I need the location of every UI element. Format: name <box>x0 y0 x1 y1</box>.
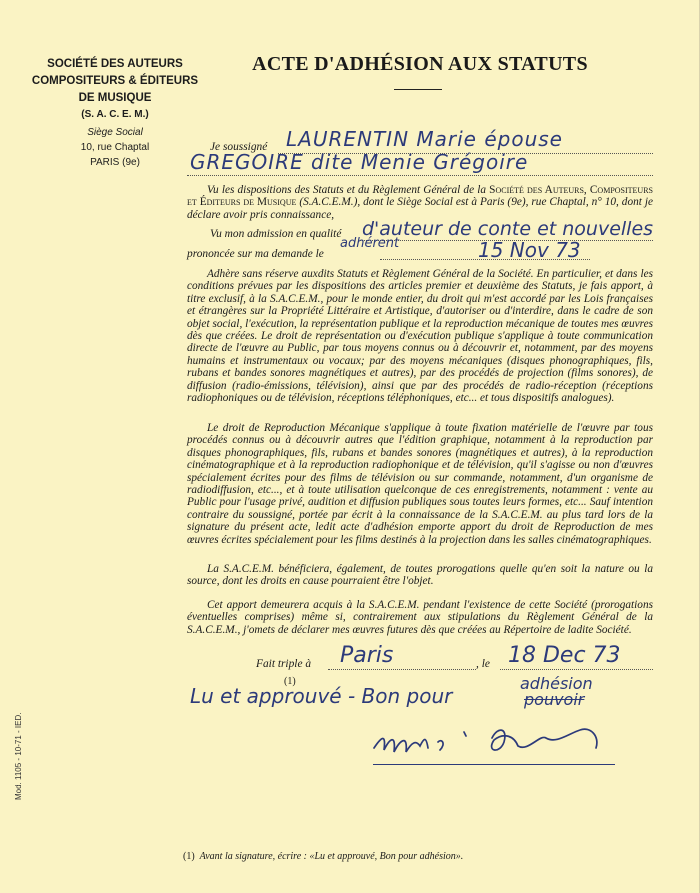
place-field-line <box>328 669 476 670</box>
paragraph-prorogations: La S.A.C.E.M. bénéficiera, également, de toutes prorogations quelle qu'en soit la nature ou la source, dont les droits en cause pourraient être l'objet. <box>187 563 653 588</box>
signature-underline <box>373 764 615 765</box>
footnote <box>183 851 463 862</box>
street-address: 10, rue Chaptal <box>80 142 150 153</box>
handwritten-date: 18 Dec 73 <box>508 643 621 668</box>
footnote-text: Avant la signature, écrire : «Lu et approuvé, Bon pour adhésion». <box>199 851 464 862</box>
pronounced-label: prononcée sur ma demande le <box>187 248 324 260</box>
statutes-society-name: Société des Auteurs, Compositeurs et Éditeurs de Musique <box>187 184 653 209</box>
undersigned-label: Je soussigné <box>210 141 268 153</box>
statutes-preamble <box>187 184 653 221</box>
head-office-label: Siège Social <box>87 127 143 138</box>
handwritten-approval-word: adhésion <box>520 674 593 693</box>
handwritten-name-line-2: GREGOIRE dite Menie Grégoire <box>190 150 529 174</box>
signature-footnote-marker: (1) <box>284 676 296 687</box>
paragraph-adhesion: Adhère sans réserve auxdits Statuts et Règlement Général de la Société. En particulier, et dans les conditions prévues par les dispositions des articles premier et deuxième des Statuts, je fais apport, à titre exclusif, à la S.A.C.E.M., pour le monde entier, du droit qui m'est accordé par les Lois françaises et étrangères sur la Propriété Littéraire et Artistique, d'autoriser ou d'interdire, dans le cadre de son objet social, l'exécution, la représentation publique et la reproduction mécanique de toutes mes œuvres dès que créées. Le droit de représentation ou d'exécution publique s'applique à toute communication directe de l'œuvre au Public, par tous moyens connus ou à découvrir et, notamment, par des moyens humains et instrumentaux ou vocaux; par des moyens mécaniques (disques phonographiques, fils, rubans et bandes sonores magnétiques et autres), par des procédés de projection (films sonores), de diffusion (radio-émissions, télévision), ainsi que par des procédés de radio-réception (réceptions radiophoniques ou de télévision, réceptions téléphoniques, etc... et tous dispositifs analogues). <box>187 268 653 405</box>
handwritten-admission-extra: adhérent <box>340 236 400 251</box>
admission-label: Vu mon admission en qualité <box>210 228 342 240</box>
city: PARIS (9e) <box>90 157 140 168</box>
handwritten-signature <box>368 712 618 764</box>
footnote-marker: (1) <box>183 851 195 862</box>
society-name-line-3: DE MUSIQUE <box>78 92 152 104</box>
handwritten-place: Paris <box>340 643 394 668</box>
society-address <box>30 125 200 170</box>
struck-out-word: pouvoir <box>524 690 585 709</box>
paragraph-mechanical-reproduction: Le droit de Reproduction Mécanique s'applique à toute fixation matérielle de l'œuvre par tous procédés connus ou à découvrir autres que l'édition graphique, notamment à la reproduction par disques phonographiques, fils, rubans et bandes sonores (magnétiques et autres), à la reproduction cinématographique et à la reproduction radiophonique et de télévision, qu'il s'agisse ou non d'œuvres spécialement écrites pour des films de télévision ou sur commande, notamment, d'un organisme de radiodiffusion, etc..., et à toute utilisation quelconque de ces enregistrements, notamment : vente au Public pour l'usage privé, audition et diffusion publiques sous toutes leurs formes, etc... Sauf intention contraire du soussigné, portée par écrit à la connaissance de la S.A.C.E.M. au plus tard lors de la signature du présent acte, ledit acte d'adhésion emporte apport du droit de Reproduction de mes œuvres écrites spécialement pour les films destinés à la projection dans les salles cinématographiques. <box>187 422 653 546</box>
document-title: ACTE D'ADHÉSION AUX STATUTS <box>252 53 588 75</box>
handwritten-name-line-1: LAURENTIN Marie épouse <box>286 127 563 151</box>
statutes-preamble-a: Vu les dispositions des Statuts et du Règlement Général de la <box>207 184 490 196</box>
title-underline <box>394 89 442 90</box>
paragraph-duration: Cet apport demeurera acquis à la S.A.C.E.M. pendant l'existence de cette Société (prorogations éventuelles comprises) même si, contrairement aux stipulations du Règlement Général de la S.A.C.E.M., j'omets de déclarer mes œuvres futures dès que créées au Répertoire de ladite Société. <box>187 599 653 636</box>
name-field-line-2 <box>187 175 653 176</box>
handwritten-admission-quality: d'auteur de conte et nouvelles <box>362 218 654 240</box>
handwritten-pronounced-date: 15 Nov 73 <box>478 238 581 262</box>
made-in-triplicate-label: Fait triple à <box>256 658 312 670</box>
society-letterhead <box>30 56 200 170</box>
date-field-line <box>500 669 653 670</box>
society-name-line-2: COMPOSITEURS & ÉDITEURS <box>31 75 199 87</box>
statutes-preamble-b: (S.A.C.E.M.), dont le Siège Social est à Paris (9e), rue Chaptal, n° 10, dont je déclare avoir pris connaissance, <box>187 196 653 221</box>
society-abbreviation: (S. A. C. E. M.) <box>81 109 149 120</box>
date-label: , le <box>476 658 490 670</box>
society-name-line-1: SOCIÉTÉ DES AUTEURS <box>47 58 183 70</box>
form-model-code: Mod. 1105 - 10-71 - IED. <box>14 712 23 800</box>
handwritten-approval: Lu et approuvé - Bon pour <box>190 684 453 708</box>
